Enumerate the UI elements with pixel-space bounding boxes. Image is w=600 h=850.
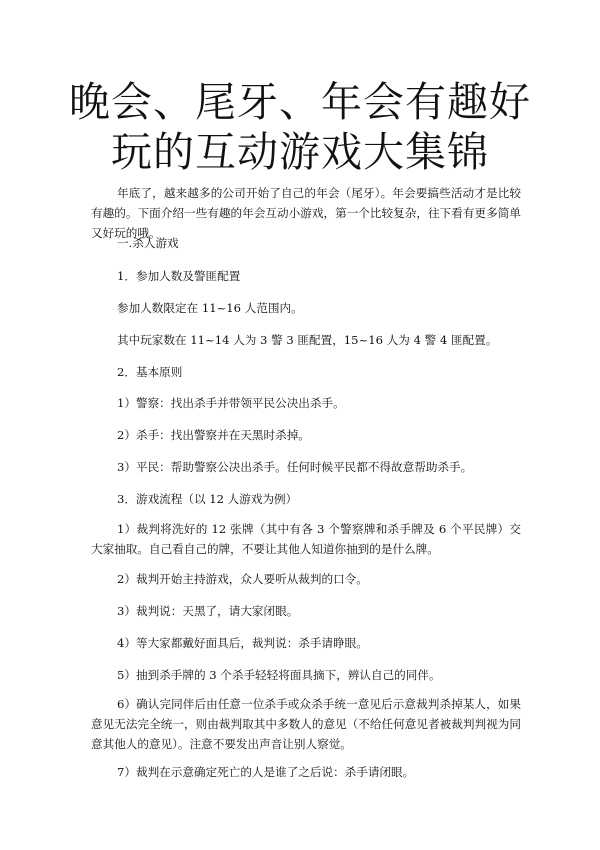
step-3: 3）裁判说：天黑了，请大家闭眼。 bbox=[117, 604, 299, 618]
document-title-line-2: 玩的互动游戏大集锦 bbox=[111, 128, 489, 176]
rule-killer: 2）杀手：找出警察并在天黑时杀掉。 bbox=[117, 428, 310, 442]
paragraph-player-config: 其中玩家数在 11~14 人为 3 警 3 匪配置，15~16 人为 4 警 4 匪配置。 bbox=[117, 333, 498, 347]
section-heading-killer-game: 一.杀人游戏 bbox=[117, 236, 179, 250]
subheading-game-flow: 3．游戏流程（以 12 人游戏为例） bbox=[117, 492, 298, 506]
step-5: 5）抽到杀手牌的 3 个杀手轻轻将面具摘下，辨认自己的同伴。 bbox=[117, 668, 441, 682]
subheading-basic-rules: 2．基本原则 bbox=[117, 365, 183, 379]
document-title-line-1: 晚会、尾牙、年会有趣好 bbox=[69, 78, 531, 126]
step-2: 2）裁判开始主持游戏，众人要听从裁判的口令。 bbox=[117, 572, 368, 586]
rule-police: 1）警察：找出杀手并带领平民公决出杀手。 bbox=[117, 396, 345, 410]
step-7: 7）裁判在示意确定死亡的人是谁了之后说：杀手请闭眼。 bbox=[117, 765, 415, 779]
step-6: 6）确认完同伴后由任意一位杀手或众杀手统一意见后示意裁判杀掉某人，如果意见无法完全统一，则由裁判取其中多数人的意见（不给任何意见者被裁判判视为同意其他人的意见）。注意不要发出声音让别人察觉。 bbox=[91, 697, 521, 751]
paragraph-player-count: 参加人数限定在 11~16 人范围内。 bbox=[117, 301, 303, 315]
intro-paragraph: 年底了，越来越多的公司开始了自己的年会（尾牙）。年会要搞些活动才是比较有趣的。下面介绍一些有趣的年会互动小游戏，第一个比较复杂，往下看有更多简单又好玩的哦。 bbox=[91, 186, 521, 240]
step-1: 1）裁判将洗好的 12 张牌（其中有各 3 个警察牌和杀手牌及 6 个平民牌）交大家抽取。自己看自己的牌，不要让其他人知道你抽到的是什么牌。 bbox=[91, 522, 521, 556]
step-4: 4）等大家都戴好面具后，裁判说：杀手请睁眼。 bbox=[117, 636, 368, 650]
subheading-players-config: 1．参加人数及警匪配置 bbox=[117, 269, 241, 283]
rule-civilian: 3）平民：帮助警察公决出杀手。任何时候平民都不得故意帮助杀手。 bbox=[117, 460, 473, 474]
